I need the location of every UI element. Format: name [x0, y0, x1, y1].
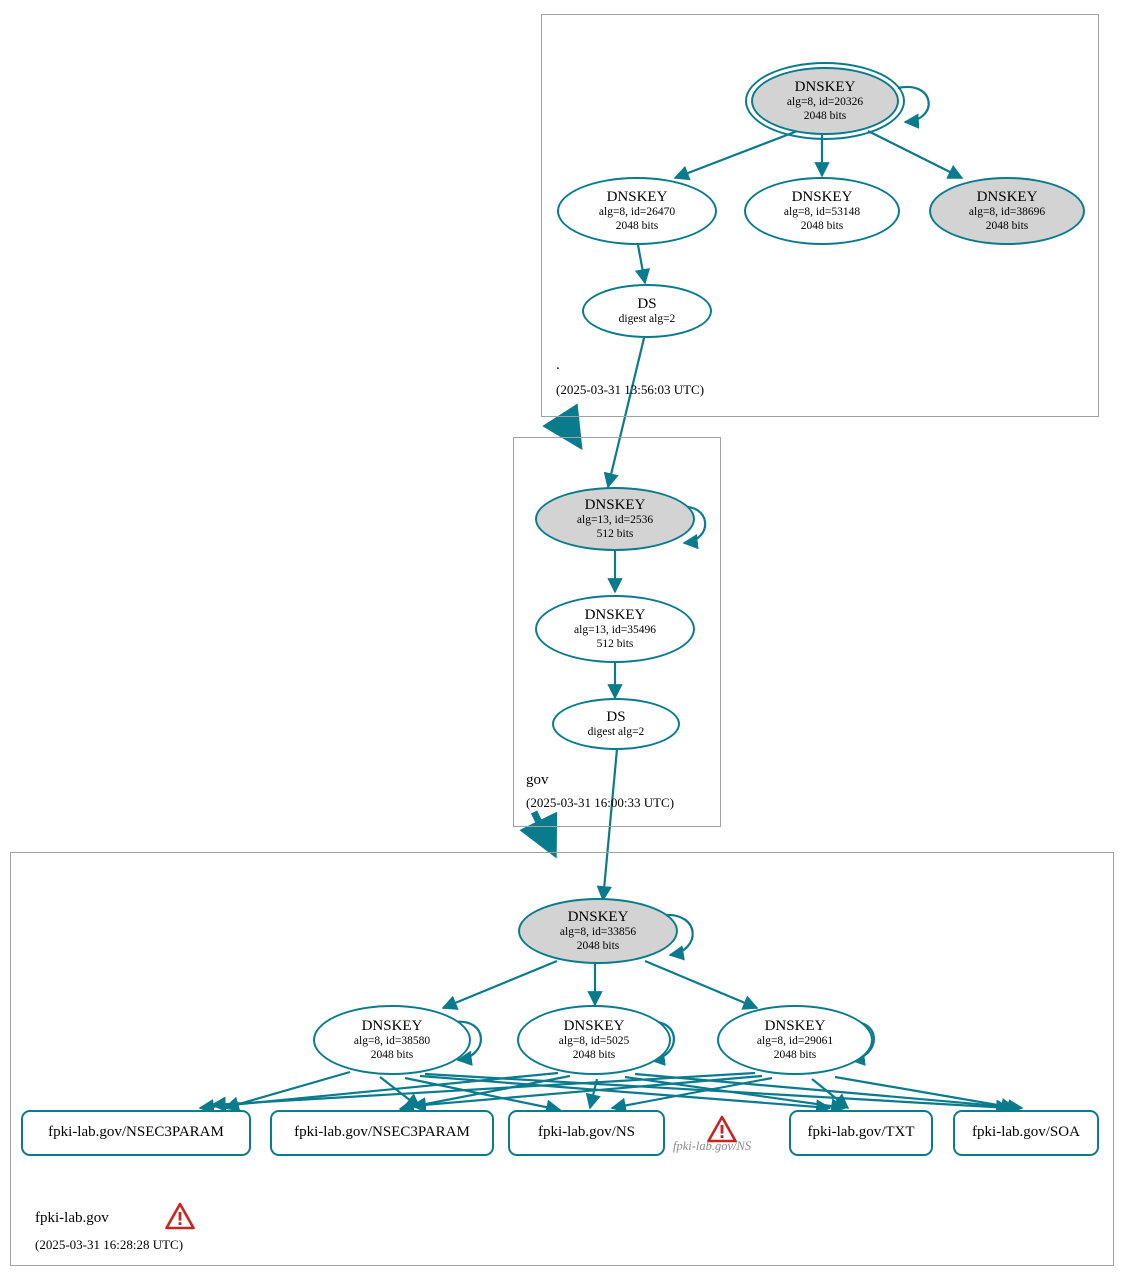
zone-timestamp-root: (2025-03-31 13:56:03 UTC) — [556, 382, 705, 397]
rrset-ns-warning-label: fpki-lab.gov/NS — [673, 1139, 752, 1153]
node-root-ds[interactable] — [582, 284, 712, 338]
zone-label-gov: gov — [526, 772, 549, 788]
node-line2: alg=8, id=38580 — [353, 1035, 431, 1048]
node-line2: alg=8, id=29061 — [756, 1035, 834, 1048]
node-root-dnskey-38696[interactable] — [929, 177, 1085, 245]
node-line1: DS — [606, 708, 626, 725]
node-line2: alg=8, id=20326 — [786, 96, 864, 109]
node-line1: DS — [637, 295, 657, 312]
rrset-nsec3param-1[interactable] — [21, 1110, 251, 1156]
node-line1: DNSKEY — [976, 189, 1038, 206]
node-fpki-dnskey-38580[interactable] — [313, 1005, 471, 1075]
node-line3: 512 bits — [596, 637, 634, 650]
rrset-soa[interactable] — [953, 1110, 1099, 1156]
node-gov-dnskey-35496[interactable] — [535, 595, 695, 663]
zone-timestamp-gov: (2025-03-31 16:00:33 UTC) — [526, 795, 675, 810]
zone-timestamp-fpki: (2025-03-31 16:28:28 UTC) — [35, 1237, 184, 1252]
zone-label-fpki: fpki-lab.gov — [35, 1210, 109, 1226]
rrset-label: fpki-lab.gov/NSEC3PARAM — [294, 1124, 470, 1141]
node-line2: alg=8, id=33856 — [559, 926, 637, 939]
node-line1: DNSKEY — [791, 189, 853, 206]
node-line2: alg=8, id=38696 — [968, 206, 1046, 219]
rrset-label: fpki-lab.gov/SOA — [972, 1124, 1080, 1141]
node-line1: DNSKEY — [361, 1018, 423, 1035]
node-fpki-dnskey-5025[interactable] — [517, 1005, 671, 1075]
node-line3: 2048 bits — [985, 219, 1029, 232]
node-gov-ds[interactable] — [552, 698, 680, 750]
rrset-label: fpki-lab.gov/TXT — [807, 1124, 915, 1141]
node-line2: digest alg=2 — [587, 726, 645, 739]
node-line3: 2048 bits — [615, 219, 659, 232]
rrset-txt[interactable] — [789, 1110, 933, 1156]
node-root-dnskey-53148[interactable] — [744, 177, 900, 245]
node-fpki-dnskey-29061[interactable] — [717, 1005, 873, 1075]
node-line2: alg=8, id=5025 — [558, 1035, 630, 1048]
node-line1: DNSKEY — [606, 189, 668, 206]
node-gov-ksk-2536[interactable] — [535, 487, 695, 551]
node-line1: DNSKEY — [584, 497, 646, 514]
node-line3: 512 bits — [596, 527, 634, 540]
node-root-ksk-20326[interactable] — [751, 67, 899, 135]
node-fpki-ksk-33856[interactable] — [518, 898, 678, 964]
node-line1: DNSKEY — [567, 909, 629, 926]
node-line3: 2048 bits — [803, 109, 847, 122]
node-line1: DNSKEY — [794, 79, 856, 96]
node-line1: DNSKEY — [563, 1018, 625, 1035]
node-line2: alg=13, id=35496 — [574, 624, 656, 637]
node-line2: alg=13, id=2536 — [576, 514, 654, 527]
node-line3: 2048 bits — [773, 1048, 817, 1061]
node-line3: 2048 bits — [572, 1048, 616, 1061]
rrset-label: fpki-lab.gov/NSEC3PARAM — [48, 1124, 224, 1141]
zone-label-root: . — [556, 357, 560, 373]
node-line3: 2048 bits — [800, 219, 844, 232]
node-line2: alg=8, id=53148 — [783, 206, 861, 219]
rrset-ns[interactable] — [508, 1110, 665, 1156]
zone-warning-icon-fpki — [165, 1202, 195, 1230]
node-line2: digest alg=2 — [618, 313, 676, 326]
node-line1: DNSKEY — [764, 1018, 826, 1035]
node-line1: DNSKEY — [584, 607, 646, 624]
node-root-dnskey-26470[interactable] — [557, 177, 717, 245]
rrset-label: fpki-lab.gov/NS — [537, 1124, 636, 1141]
node-line3: 2048 bits — [576, 939, 620, 952]
node-line3: 2048 bits — [370, 1048, 414, 1061]
node-line2: alg=8, id=26470 — [598, 206, 676, 219]
rrset-nsec3param-2[interactable] — [270, 1110, 494, 1156]
